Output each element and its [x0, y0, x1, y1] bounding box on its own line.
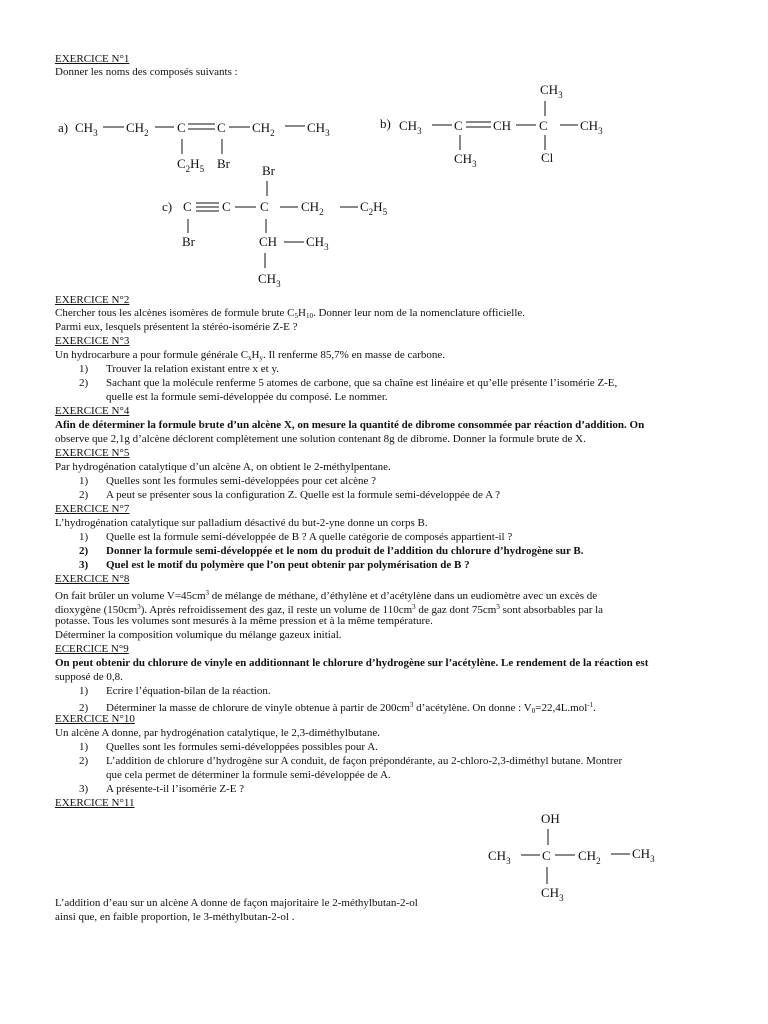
- ex7-line1: L’hydrogénation catalytique sur palladium désactivé du but-2-yne donne un corps B.: [55, 517, 428, 529]
- ex10-q2-cont: que cela permet de déterminer la formule semi-développée de A.: [106, 769, 391, 781]
- svg-text:CH3: $CH_3$: [540, 82, 563, 100]
- label-c: c): [162, 199, 173, 214]
- svg-text:C: C: [222, 199, 231, 214]
- ex1-structures: [0, 0, 768, 300]
- ex4-line1: Afin de déterminer la formule brute d’un alcène X, on mesure la quantité de dibrome consommée par réaction d’addition. On: [55, 419, 645, 431]
- ex9-heading: ECERCICE N°9: [55, 643, 129, 655]
- svg-text:CH: CH: [259, 234, 278, 249]
- svg-text:C2H5: $C_2H_5$: [360, 199, 388, 217]
- ex7-heading: EXERCICE N°7: [55, 503, 130, 515]
- ex7-q3: 3) Quel est le motif du polymère que l’on peut obtenir par polymérisation de B ?: [79, 559, 470, 571]
- structure-c: [162, 163, 388, 289]
- ex3-q2: 2) Sachant que la molécule renferme 5 atomes de carbone, que sa chaîne est linéaire et qu’elle présente l’isomérie Z-E,: [79, 377, 618, 389]
- label-b: b): [380, 116, 391, 131]
- svg-text:C: C: [183, 199, 192, 214]
- svg-text:CH3: $CH_3$: [307, 120, 330, 138]
- ex8-line3: potasse. Tous les volumes sont mesurés à la même pression et à la même température.: [55, 615, 433, 627]
- ex3-q1: 1) Trouver la relation existant entre x et y.: [79, 363, 279, 375]
- ex4-heading: EXERCICE N°4: [55, 405, 130, 417]
- ex5-q2: 2) A peut se présenter sous la configuration Z. Quelle est la formule semi-développée de A ?: [79, 489, 501, 501]
- ex1-intro: Donner les noms des composés suivants :: [55, 66, 238, 78]
- ex5-line1: Par hydrogénation catalytique d’un alcène A, on obtient le 2-méthylpentane.: [55, 461, 391, 473]
- ex1-heading: EXERCICE N°1: [55, 53, 130, 65]
- svg-text:CH3: $CH_3$: [632, 846, 655, 864]
- svg-text:CH2: $CH_2$: [301, 199, 324, 217]
- structure-a: [58, 120, 330, 174]
- ex10-q2: 2) L’addition de chlorure d’hydrogène sur A conduit, de façon prépondérante, au 2-chloro-2,3-diméthyl butane. Montrer: [79, 755, 623, 767]
- svg-text:Br: Br: [182, 234, 195, 249]
- svg-text:CH3: $CH_3$: [306, 234, 329, 252]
- ex8-heading: EXERCICE N°8: [55, 573, 130, 585]
- ex2-line1: Chercher tous les alcènes isomères de formule brute $C_5H_{10}$. Donner leur nom de la nomenclature officielle.: [55, 307, 526, 320]
- svg-text:Cl: Cl: [541, 150, 554, 165]
- ex11-heading: EXERCICE N°11: [55, 797, 135, 809]
- ex3-q2-cont: quelle est la formule semi-développée du composé. Le nommer.: [106, 391, 388, 403]
- ex3-line1: Un hydrocarbure a pour formule générale $C_xH_y$. Il renferme 85,7% en masse de carbone.: [55, 349, 446, 362]
- svg-text:C: C: [260, 199, 269, 214]
- svg-text:Br: Br: [262, 163, 275, 178]
- svg-text:C: C: [177, 120, 186, 135]
- ex8-line4: Déterminer la composition volumique du mélange gazeux initial.: [55, 629, 342, 641]
- ex10-heading: EXERCICE N°10: [55, 713, 135, 725]
- ex11-line1: L’addition d’eau sur un alcène A donne de façon majoritaire le 2-méthylbutan-2-ol: [55, 897, 418, 909]
- ex8-line1: On fait brûler un volume $V=45cm^3$ de mélange de méthane, d’éthylène et d’acétylène dans un eudiomètre avec un excès de: [55, 589, 598, 602]
- ex9-q1: 1) Ecrire l’équation-bilan de la réaction.: [79, 685, 271, 697]
- ex4-line2: observe que 2,1g d’alcène déclorent complètement une solution contenant 8g de dibrome. Donner la formule brute de X.: [55, 433, 586, 445]
- ex11-line2: ainsi que, en faible proportion, le 3-méthylbutan-2-ol .: [55, 911, 295, 923]
- svg-text:CH3: $CH_3$: [75, 120, 98, 138]
- svg-text:CH3: $CH_3$: [454, 151, 477, 169]
- ex10-line1: Un alcène A donne, par hydrogénation catalytique, le 2,3-diméthylbutane.: [55, 727, 381, 739]
- ex7-q1: 1) Quelle est la formule semi-développée de B ? A quelle catégorie de composés appartient-il ?: [79, 531, 513, 543]
- ex5-q1: 1) Quelles sont les formules semi-développées pour cet alcène ?: [79, 475, 377, 487]
- svg-text:C: C: [454, 118, 463, 133]
- svg-text:CH2: $CH_2$: [126, 120, 149, 138]
- svg-text:CH3: $CH_3$: [580, 118, 603, 136]
- svg-text:C: C: [217, 120, 226, 135]
- ex8-line2: dioxygène $(150cm^3)$. Après refroidissement des gaz, il reste un volume de $110cm^3$ de gaz dont $75cm^3$ sont absorbables par la: [55, 603, 604, 616]
- ex9-q2: 2) Déterminer la masse de chlorure de vinyle obtenue à partir de $200cm^3$ d’acétylène. On donne : $V_0=22,4L.mol^{-1}$.: [79, 701, 596, 715]
- label-a: a): [58, 120, 69, 135]
- svg-text:CH3: $CH_3$: [488, 848, 511, 866]
- svg-text:C2H5: $C_2H_5$: [177, 156, 205, 174]
- ex2-heading: EXERCICE N°2: [55, 294, 130, 306]
- svg-text:CH: CH: [493, 118, 512, 133]
- svg-text:CH3: $CH_3$: [399, 118, 422, 136]
- svg-text:CH2: $CH_2$: [578, 848, 601, 866]
- svg-text:C: C: [542, 848, 551, 863]
- svg-text:OH: OH: [541, 811, 560, 826]
- svg-text:CH3: $CH_3$: [541, 885, 564, 903]
- ex2-line2: Parmi eux, lesquels présentent la stéréo-isomérie Z-E ?: [55, 321, 298, 333]
- ex10-q3: 3) A présente-t-il l’isomérie Z-E ?: [79, 783, 245, 795]
- ex3-heading: EXERCICE N°3: [55, 335, 130, 347]
- svg-text:CH3: $CH_3$: [258, 271, 281, 289]
- ex10-q1: 1) Quelles sont les formules semi-développées possibles pour A.: [79, 741, 378, 753]
- structure-b: [380, 82, 603, 169]
- ex9-line2: supposé de 0,8.: [55, 671, 123, 683]
- svg-text:C: C: [539, 118, 548, 133]
- ex5-heading: EXERCICE N°5: [55, 447, 130, 459]
- ex9-line1: On peut obtenir du chlorure de vinyle en additionnant le chlorure d’hydrogène sur l’acétylène. Le rendement de la réaction est: [55, 657, 649, 669]
- svg-text:CH2: $CH_2$: [252, 120, 275, 138]
- svg-text:Br: Br: [217, 156, 230, 171]
- ex7-q2: 2) Donner la formule semi-développée et le nom du produit de l’addition du chlorure d’hydrogène sur B.: [79, 545, 584, 557]
